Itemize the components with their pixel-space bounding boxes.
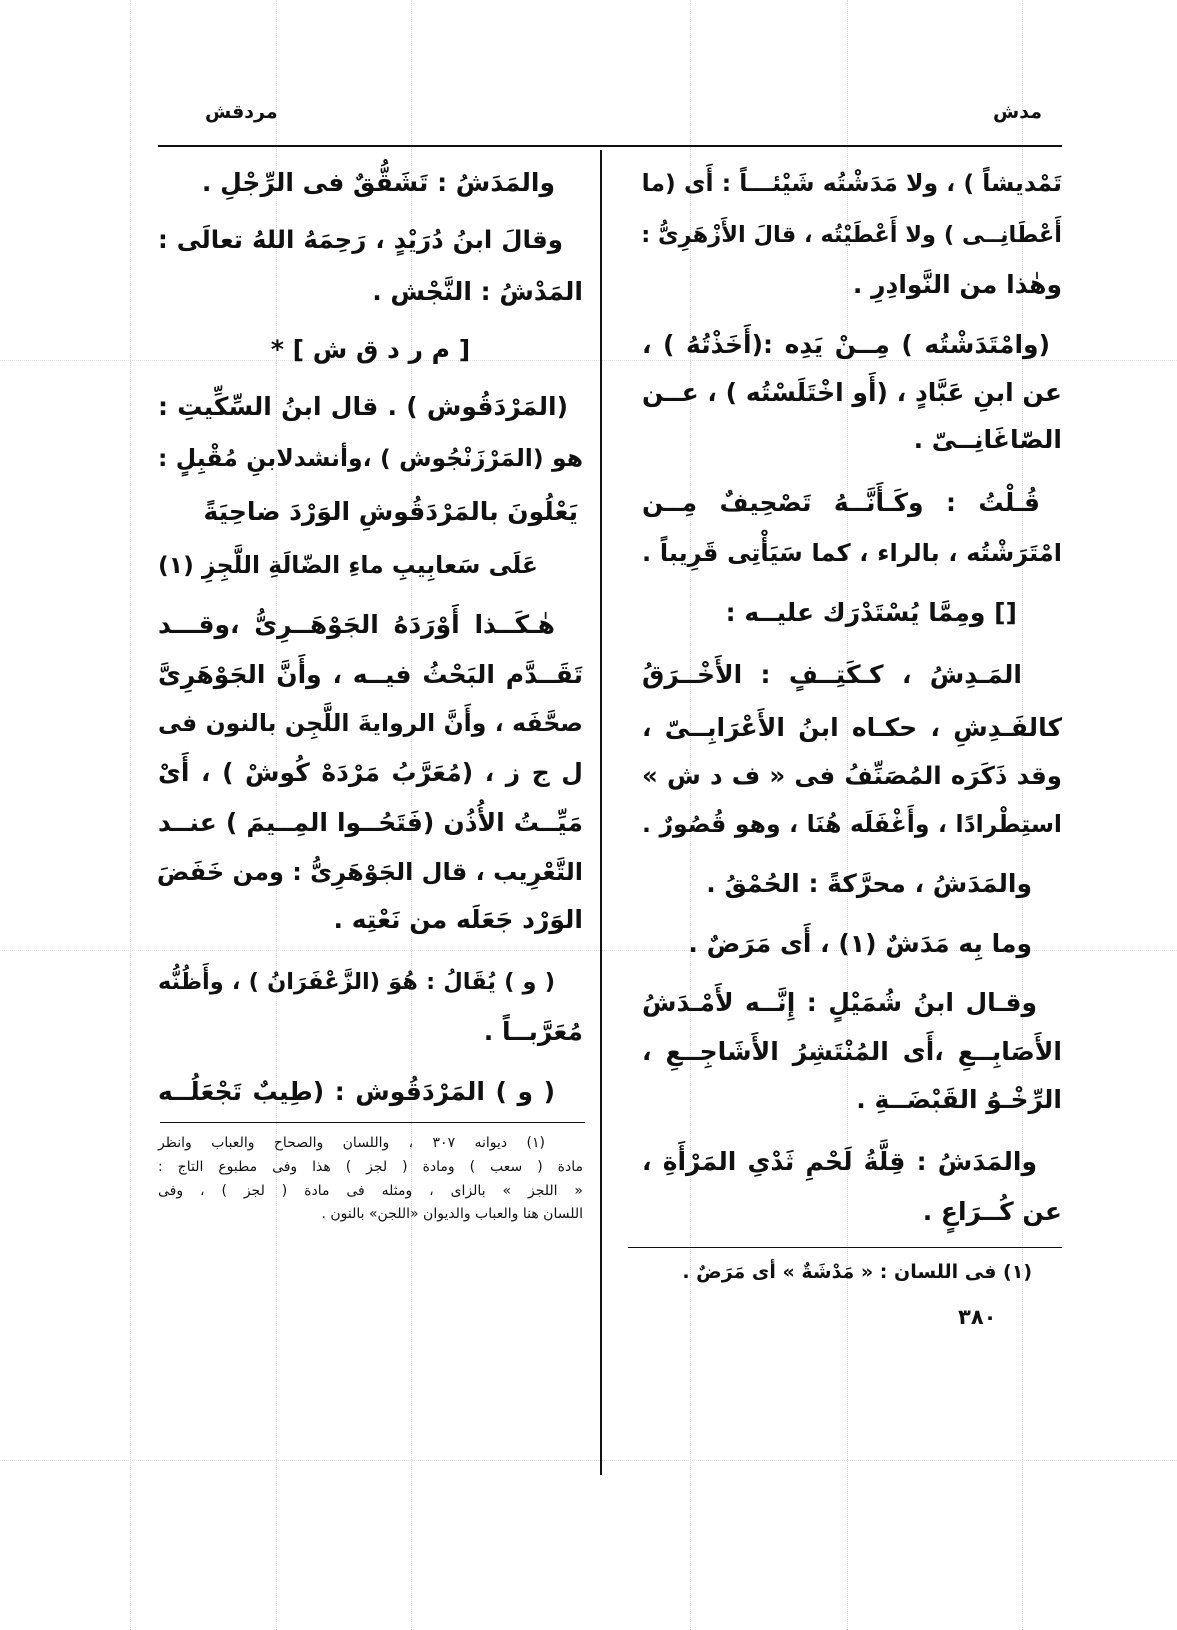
text-line: وهٰذا من النَّوادِرِ . — [852, 270, 1062, 299]
text-line: تَمْديشاً ) ، ولا مَدَشْتُه شَيْئـــاً : أَى (ما — [641, 169, 1062, 197]
text-line: ل ج ز ، (مُعَرَّبُ مَرْدَهْ كُوشْ ) ، أَىْ — [158, 758, 583, 787]
text-line: المَـدِشُ ، كـكَتِــفٍ : الأَخْــرَقُ — [642, 660, 1022, 689]
footnote-line: (١) ديوانه ٣٠٧ ، واللسان والصحاح والعباب وانظر — [158, 1135, 545, 1151]
section-heading: [] ومِمَّا يُسْتَدْرَك عليــه : — [725, 598, 1017, 627]
text-line: الرِّخْـوُ القَبْضَــةِ . — [856, 1085, 1062, 1114]
running-head-left: مردقش — [205, 101, 278, 123]
text-line: امْتَرَشْتُه ، بالراء ، كما سَيَأْتِى قَرِيباً . — [642, 539, 1062, 567]
text-line: الأَصَابِــعِ ،أَى المُنْتَشِرُ الأَشَاجِــعِ ، — [642, 1037, 1062, 1066]
left-column — [158, 0, 583, 1630]
text-line: والمَدَشُ : تَشَقُّقٌ فى الرِّجْلِ . — [201, 168, 555, 197]
text-line: صحَّفَه ، وأَنَّ الروايةَ اللَّجِن بالنون فى — [158, 709, 583, 737]
text-line: وقالَ ابنُ دُرَيْدٍ ، رَحِمَهُ اللهُ تعالَى : — [158, 225, 563, 254]
text-line: كالفَـدِشِ ، حكـاه ابنُ الأَعْرَابِــىّ ، — [642, 713, 1062, 742]
scan-artifact-line — [130, 0, 131, 1630]
text-line: عن كُــرَاعٍ . — [922, 1197, 1062, 1226]
column-divider — [600, 150, 602, 1475]
text-line: ( و ) يُقَالُ : هُوَ (الزَّعْفَرَانُ ) ، وأَظُنُّه — [158, 969, 555, 995]
text-line: وما بِه مَدَشٌ (١) ، أَى مَرَضٌ . — [688, 929, 1032, 958]
right-column — [642, 0, 1062, 1630]
text-line: المَدْشُ : النَّجْش . — [372, 277, 583, 306]
text-line: عن ابنِ عَبَّادٍ ، (أَو اخْتَلَسْتُه ) ، عــن — [642, 378, 1062, 407]
text-line: (وامْتَدَشْتُه ) مِــنْ يَدِه :(أَخَذْتُهُ ) ، — [642, 330, 1050, 359]
text-line: استِطْرادًا ، وأَغْفَلَه هُنَا ، وهو قُصُورٌ . — [642, 810, 1062, 838]
footnote-line: اللسان هنا والعباب والديوان «اللجن» بالنون . — [321, 1206, 583, 1222]
entry-heading: [ م ر د ق ش ] * — [270, 335, 471, 364]
text-line: والمَدَشُ : قِلَّةُ لَحْمِ ثَدْىِ المَرْأَةِ ، — [642, 1147, 1037, 1176]
verse-line: يَعْلُونَ بالمَرْدَقُوشِ الوَرْدَ ضاحِيَةً — [203, 497, 578, 526]
footnote-line: (١) فى اللسان : « مَدْشَةٌ » أى مَرَضٌ . — [682, 1261, 1032, 1283]
text-line: هٰـكَــذا أَوْرَدَهُ الجَوْهَــرِىُّ ،وقـــد — [158, 610, 555, 639]
text-line: (المَرْدَقُوش ) . قال ابنُ السِّكِّيتِ : — [158, 392, 568, 421]
text-line: الوَرْد جَعَلَه من نَعْتِه . — [333, 905, 583, 934]
text-line: هو (المَرْزَنْجُوش ) ،وأنشدلابنِ مُقْبِلٍ : — [158, 444, 583, 472]
running-head-right: مدش — [993, 101, 1042, 123]
footnote-line: « اللجز » بالزاى ، ومثله فى مادة ( لجز ) ، وفى — [158, 1183, 583, 1199]
text-line: التَّعْرِيب ، قال الجَوْهَرِىُّ : ومن خَفَضَ — [156, 858, 583, 886]
text-line: مُعَرَّبــاً . — [483, 1017, 583, 1046]
text-line: الصّاغَانِــىّ . — [913, 425, 1062, 454]
text-line: قُـلْتُ : وكَـأَنَّــهُ تَصْحِيفٌ مِــن — [642, 488, 1040, 517]
text-line: مَيِّــتُ الأُذُن (فَتَحُــوا المِــيمَ ) عنــد — [158, 808, 583, 837]
text-line: وقد ذَكَرَه المُصَنِّفُ فى « ف د ش » — [642, 761, 1062, 790]
text-line: والمَدَشُ ، محرَّكةً : الحُمْقُ . — [706, 869, 1032, 898]
text-line: وقـال ابنُ شُمَيْلٍ : إِنَّــه لأَمْـدَشُ — [642, 988, 1037, 1017]
footnote-line: مادة ( سعب ) ومادة ( لجز ) هذا وفى مطبوع التاج : — [158, 1159, 583, 1175]
text-line: ( و ) المَرْدَقُوش : (طِيبٌ تَجْعَلُــه — [158, 1077, 555, 1106]
page-number: ٣٨٠ — [958, 1305, 997, 1329]
verse-line: عَلَى سَعابِيبِ ماءِ الضّالَةِ اللَّجِزِ (١) — [157, 551, 538, 579]
text-line: أَعْطَانِــى ) ولا أَعْطَيْتُه ، قالَ الأَزْهَرِىُّ : — [641, 222, 1062, 248]
text-line: تَقَــدَّم البَحْثُ فيــه ، وأَنَّ الجَوْهَرِىَّ — [158, 660, 583, 689]
